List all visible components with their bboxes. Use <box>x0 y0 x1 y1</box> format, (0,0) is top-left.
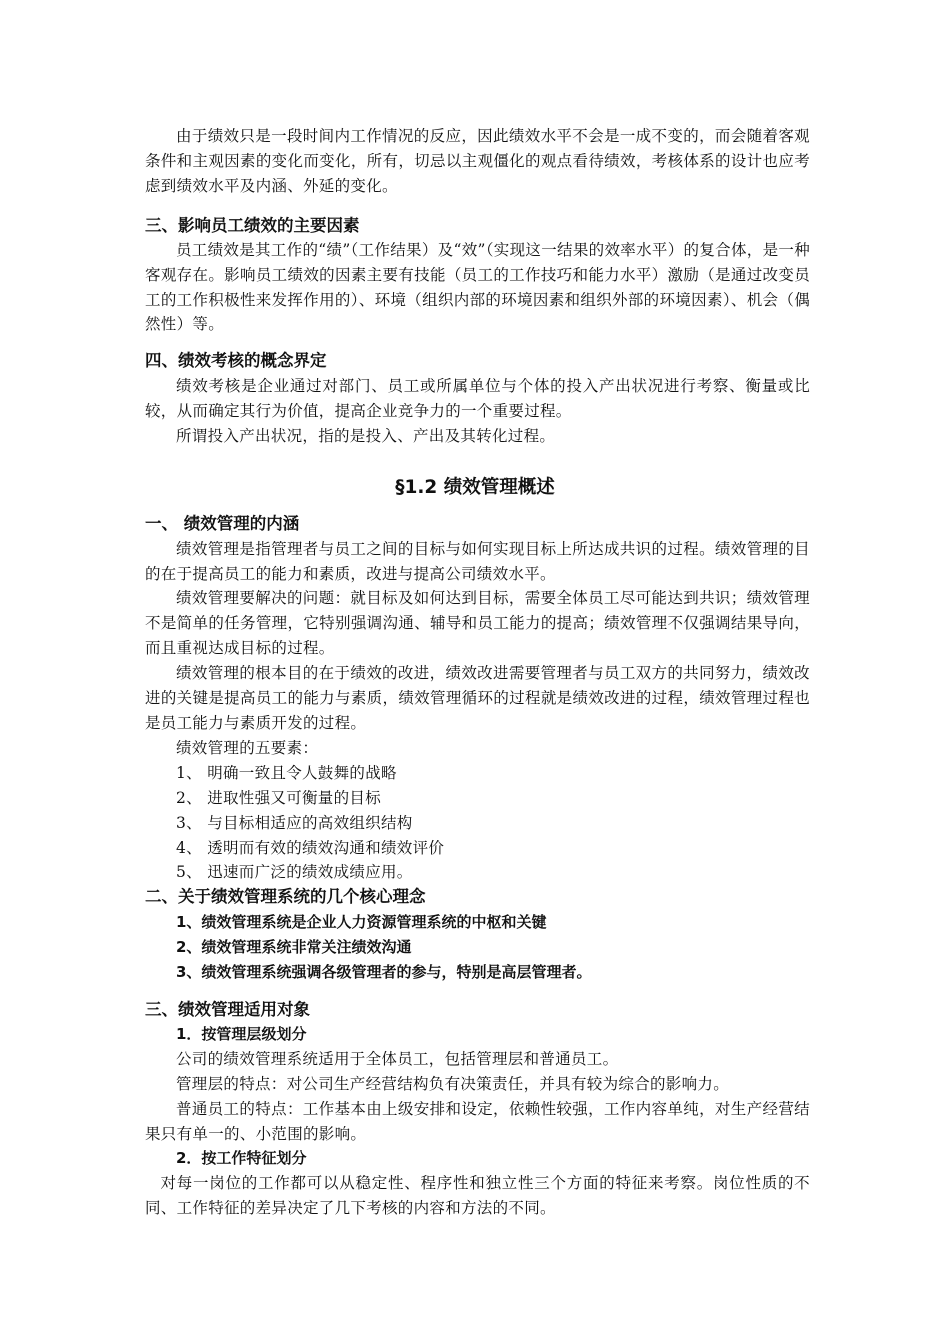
section3-paragraph: 员工绩效是其工作的“绩”（工作结果）及“效”（实现这一结果的效率水平）的复合体，是一种客观存在。影响员工绩效的因素主要有技能（员工的工作技巧和能力水平）激励（是通过改变员工的工作积极性来发挥作用的）、环境（组织内部的环境因素和组织外部的环境因素）、机会（偶然性）等。 <box>145 241 810 334</box>
intro-paragraph: 由于绩效只是一段时间内工作情况的反应，因此绩效水平不会是一成不变的，而会随着客观条件和主观因素的变化而变化，所有，切忌以主观僵化的观点看待绩效，考核体系的设计也应考虑到绩效水平及内涵、外延的变化。 <box>145 127 810 195</box>
list-item: 2、 进取性强又可衡量的目标 <box>176 789 381 807</box>
part3-heading: 三、绩效管理适用对象 <box>145 1000 310 1019</box>
part1-heading: 一、 绩效管理的内涵 <box>145 514 300 533</box>
five-elements-label: 绩效管理的五要素： <box>176 739 319 757</box>
concept-item: 2、绩效管理系统非常关注绩效沟通 <box>176 938 412 956</box>
list-item: 5、 迅速而广泛的绩效成绩应用。 <box>176 863 413 881</box>
list-item: 3、 与目标相适应的高效组织结构 <box>176 814 413 832</box>
part3-paragraph-4: 对每一岗位的工作都可以从稳定性、程序性和独立性三个方面的特征来考察。岗位性质的不同、工作特征的差异决定了几下考核的内容和方法的不同。 <box>145 1174 810 1217</box>
section3-heading: 三、影响员工绩效的主要因素 <box>145 216 360 235</box>
concept-item: 1、绩效管理系统是企业人力资源管理系统的中枢和关键 <box>176 913 547 931</box>
part3-paragraph-3: 普通员工的特点：工作基本由上级安排和设定，依赖性较强，工作内容单纯，对生产经营结果只有单一的、小范围的影响。 <box>145 1100 810 1143</box>
section4-paragraph-2: 所谓投入产出状况，指的是投入、产出及其转化过程。 <box>176 427 556 445</box>
list-item: 1、 明确一致且令人鼓舞的战略 <box>176 764 397 782</box>
part1-paragraph-2: 绩效管理要解决的问题：就目标及如何达到目标，需要全体员工尽可能达到共识；绩效管理不是简单的任务管理，它特别强调沟通、辅导和员工能力的提高；绩效管理不仅强调结果导向，而且重视达成目标的过程。 <box>145 589 810 657</box>
list-item: 4、 透明而有效的绩效沟通和绩效评价 <box>176 839 445 857</box>
part3-paragraph-2: 管理层的特点：对公司生产经营结构负有决策责任，并具有较为综合的影响力。 <box>176 1075 730 1093</box>
part3-subheading-2: 2．按工作特征划分 <box>176 1149 307 1167</box>
part3-subheading-1: 1．按管理层级划分 <box>176 1025 307 1043</box>
concept-item: 3、绩效管理系统强调各级管理者的参与，特别是高层管理者。 <box>176 963 592 981</box>
part1-paragraph-1: 绩效管理是指管理者与员工之间的目标与如何实现目标上所达成共识的过程。绩效管理的目的在于提高员工的能力和素质，改进与提高公司绩效水平。 <box>145 540 810 583</box>
part2-heading: 二、关于绩效管理系统的几个核心理念 <box>145 887 426 906</box>
section4-heading: 四、绩效考核的概念界定 <box>145 351 327 370</box>
part1-paragraph-3: 绩效管理的根本目的在于绩效的改进，绩效改进需要管理者与员工双方的共同努力，绩效改进的关键是提高员工的能力与素质，绩效管理循环的过程就是绩效改进的过程，绩效管理过程也是员工能力与素质开发的过程。 <box>145 664 810 732</box>
chapter-title: §1.2 绩效管理概述 <box>395 477 555 498</box>
section4-paragraph-1: 绩效考核是企业通过对部门、员工或所属单位与个体的投入产出状况进行考察、衡量或比较，从而确定其行为价值，提高企业竞争力的一个重要过程。 <box>145 377 810 420</box>
part3-paragraph-1: 公司的绩效管理系统适用于全体员工，包括管理层和普通员工。 <box>176 1050 619 1068</box>
